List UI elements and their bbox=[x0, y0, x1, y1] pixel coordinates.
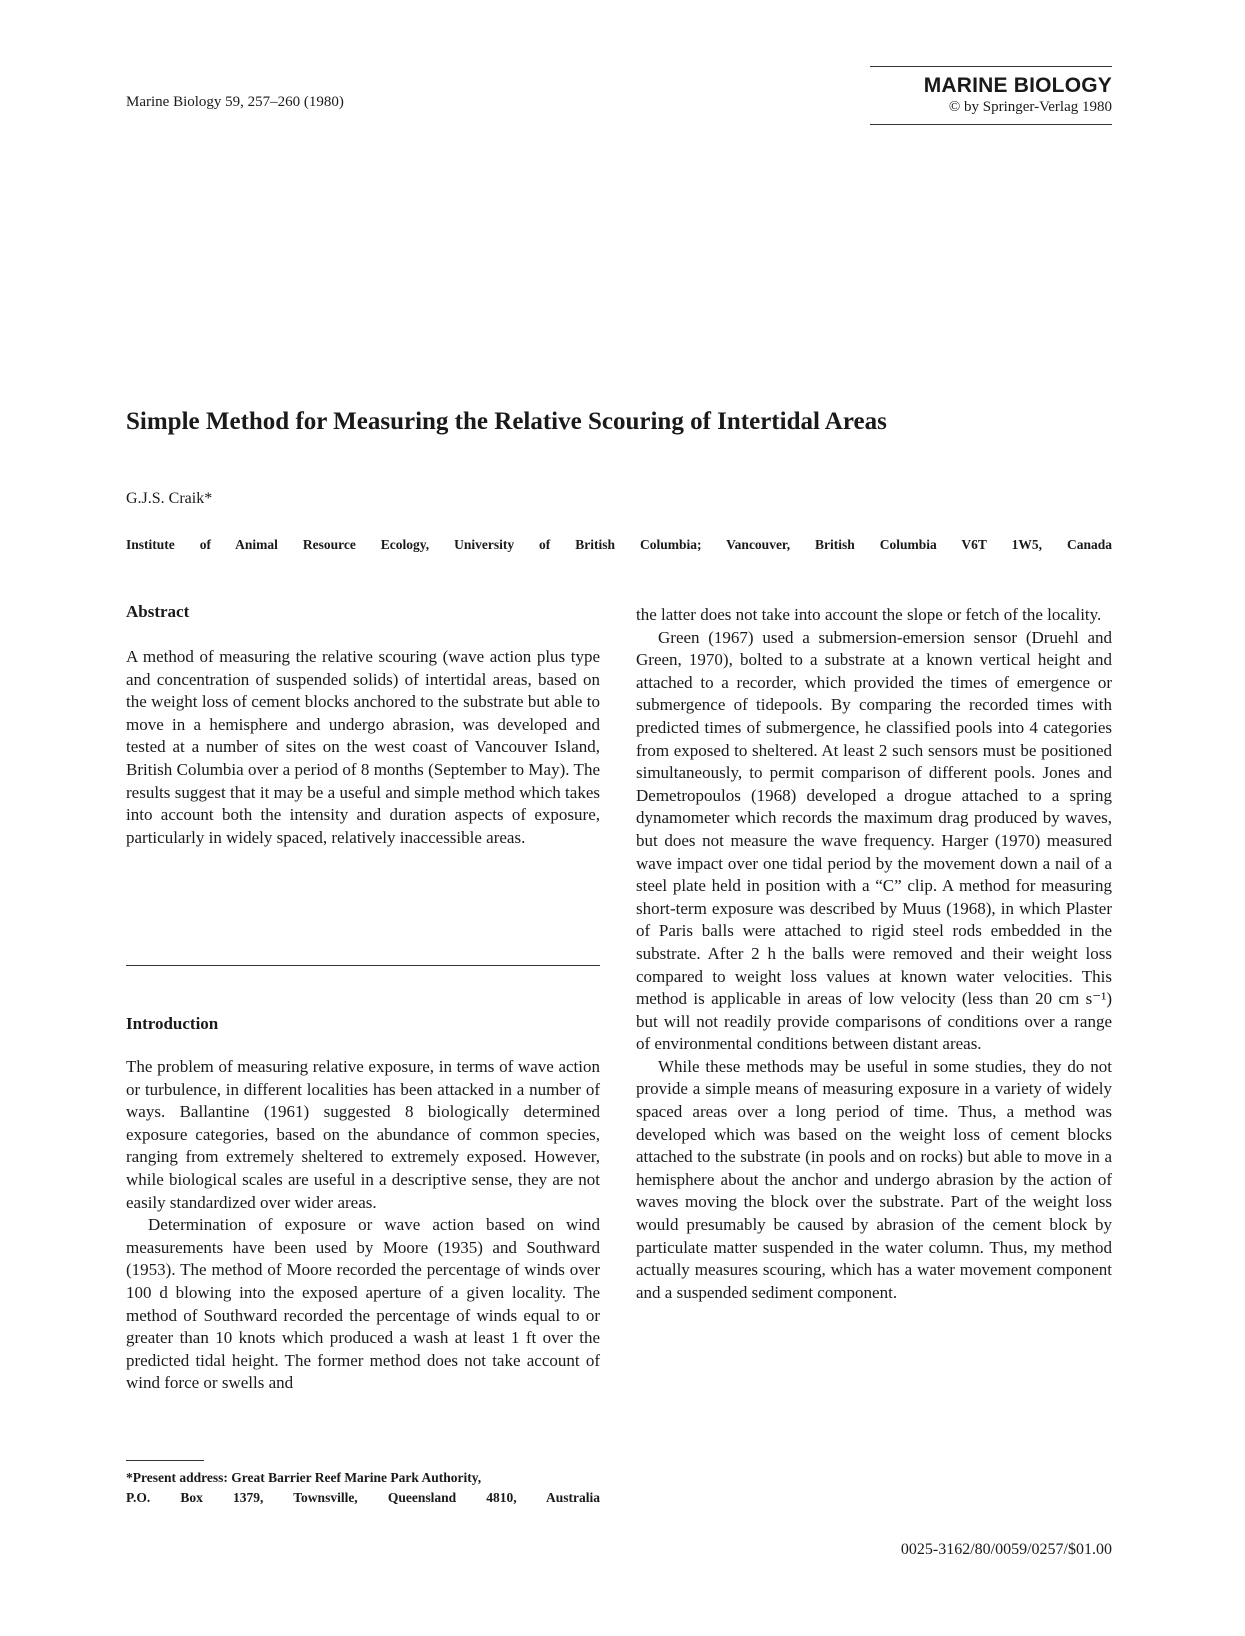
journal-citation: Marine Biology 59, 257–260 (1980) bbox=[126, 94, 344, 110]
intro-continuation: the latter does not take into account the slope or fetch of the locality. bbox=[636, 605, 1102, 624]
intro-paragraph: Determination of exposure or wave action based on wind measurements have been used by Moore (1935) and Southward (1953). The method of Moore recorded the percentage of winds over 100 d blowing into the exposed aperture of a given locality. The method of Southward recorded the percentage of winds equal to or greater than 10 knots which produced a wash at least 1 ft over the predicted tidal height. The former method does not take account of wind force or swells and bbox=[126, 1215, 600, 1393]
intro-paragraph: While these methods may be useful in some studies, they do not provide a simple means of measuring exposure in a variety of widely spaced areas over a long period of time. Thus, a method was developed which was based on the weight loss of cement blocks attached to the substrate (in pools and on rocks) but able to move in a hemisphere about the anchor and undergo abrasion by the action of waves moving the block over the substrate. Part of the weight loss would presumably be caused by abrasion of the cement block by particulate matter suspended in the water column. Thus, my method actually measures scouring, which has a water movement component and a suspended sediment component. bbox=[636, 1056, 1112, 1302]
footnote-rule bbox=[126, 1460, 204, 1461]
copyright-notice: © by Springer-Verlag 1980 bbox=[948, 99, 1112, 115]
footnote-line: *Present address: Great Barrier Reef Marine Park Authority, bbox=[126, 1470, 482, 1485]
intro-paragraph: Green (1967) used a submersion-emersion sensor (Druehl and Green, 1970), bolted to a substrate at a known vertical height and attached to a recorder, which provided the times of emergence or submergence of tidepools. By comparing the recorded times with predicted times of submergence, he classified pools into 4 categories from exposed to sheltered. At least 2 such sensors must be positioned simultaneously, to permit comparison of different pools. Jones and Demetropoulos (1968) developed a drogue attached to a spring dynamometer which records the maximum drag produced by waves, but does not measure the wave frequency. Harger (1970) measured wave impact over one tidal period by the movement down a nail of a steel plate held in position with a “C” clip. A method for measuring short-term exposure was described by Muus (1968), in which Plaster of Paris balls were attached to rigid steel rods embedded in the substrate. After 2 h the balls were removed and their weight loss compared to weight loss values at known water velocities. This method is applicable in areas of low velocity (less than 20 cm s⁻¹) but will not readily provide comparisons of conditions over a range of environmental conditions between distant areas. bbox=[636, 627, 1112, 1054]
footnote-line: P.O. Box 1379, Townsville, Queensland 4810, Australia bbox=[126, 1490, 600, 1505]
footnote bbox=[126, 1468, 600, 1508]
abstract-body bbox=[126, 646, 600, 849]
abstract-divider bbox=[126, 965, 600, 966]
abstract-text: A method of measuring the relative scouring (wave action plus type and concentration of suspended solids) of intertidal areas, based on the weight loss of cement blocks anchored to the substrate but able to move in a hemisphere and undergo abrasion, was developed and tested at a number of sites on the west coast of Vancouver Island, British Columbia over a period of 8 months (September to May). The results suggest that it may be a useful and simple method which takes into account both the intensity and duration aspects of exposure, particularly in widely spaced, relatively inaccessible areas. bbox=[126, 647, 600, 847]
journal-name: MARINE BIOLOGY bbox=[923, 74, 1112, 97]
brand-top-rule bbox=[870, 66, 1112, 67]
journal-brand bbox=[870, 66, 1112, 125]
introduction-right-column bbox=[636, 604, 1112, 1304]
brand-bottom-rule bbox=[870, 124, 1112, 125]
introduction-left-column bbox=[126, 1056, 600, 1395]
intro-paragraph: The problem of measuring relative exposure, in terms of wave action or turbulence, in different localities has been attacked in a number of ways. Ballantine (1961) suggested 8 biologically determined exposure categories, based on the abundance of common species, ranging from extremely sheltered to extremely exposed. However, while biological scales are useful in a descriptive sense, they are not easily standardized over wider areas. bbox=[126, 1057, 600, 1212]
author-affiliation: Institute of Animal Resource Ecology, University of British Columbia; Vancouver, British Columbia V6T 1W5, Canada bbox=[126, 537, 1112, 552]
issn-code: 0025-3162/80/0059/0257/$01.00 bbox=[900, 1541, 1112, 1558]
article-title: Simple Method for Measuring the Relative Scouring of Intertidal Areas bbox=[126, 408, 887, 435]
author-name: G.J.S. Craik* bbox=[126, 490, 213, 507]
abstract-heading: Abstract bbox=[126, 602, 190, 621]
introduction-heading: Introduction bbox=[126, 1014, 219, 1033]
